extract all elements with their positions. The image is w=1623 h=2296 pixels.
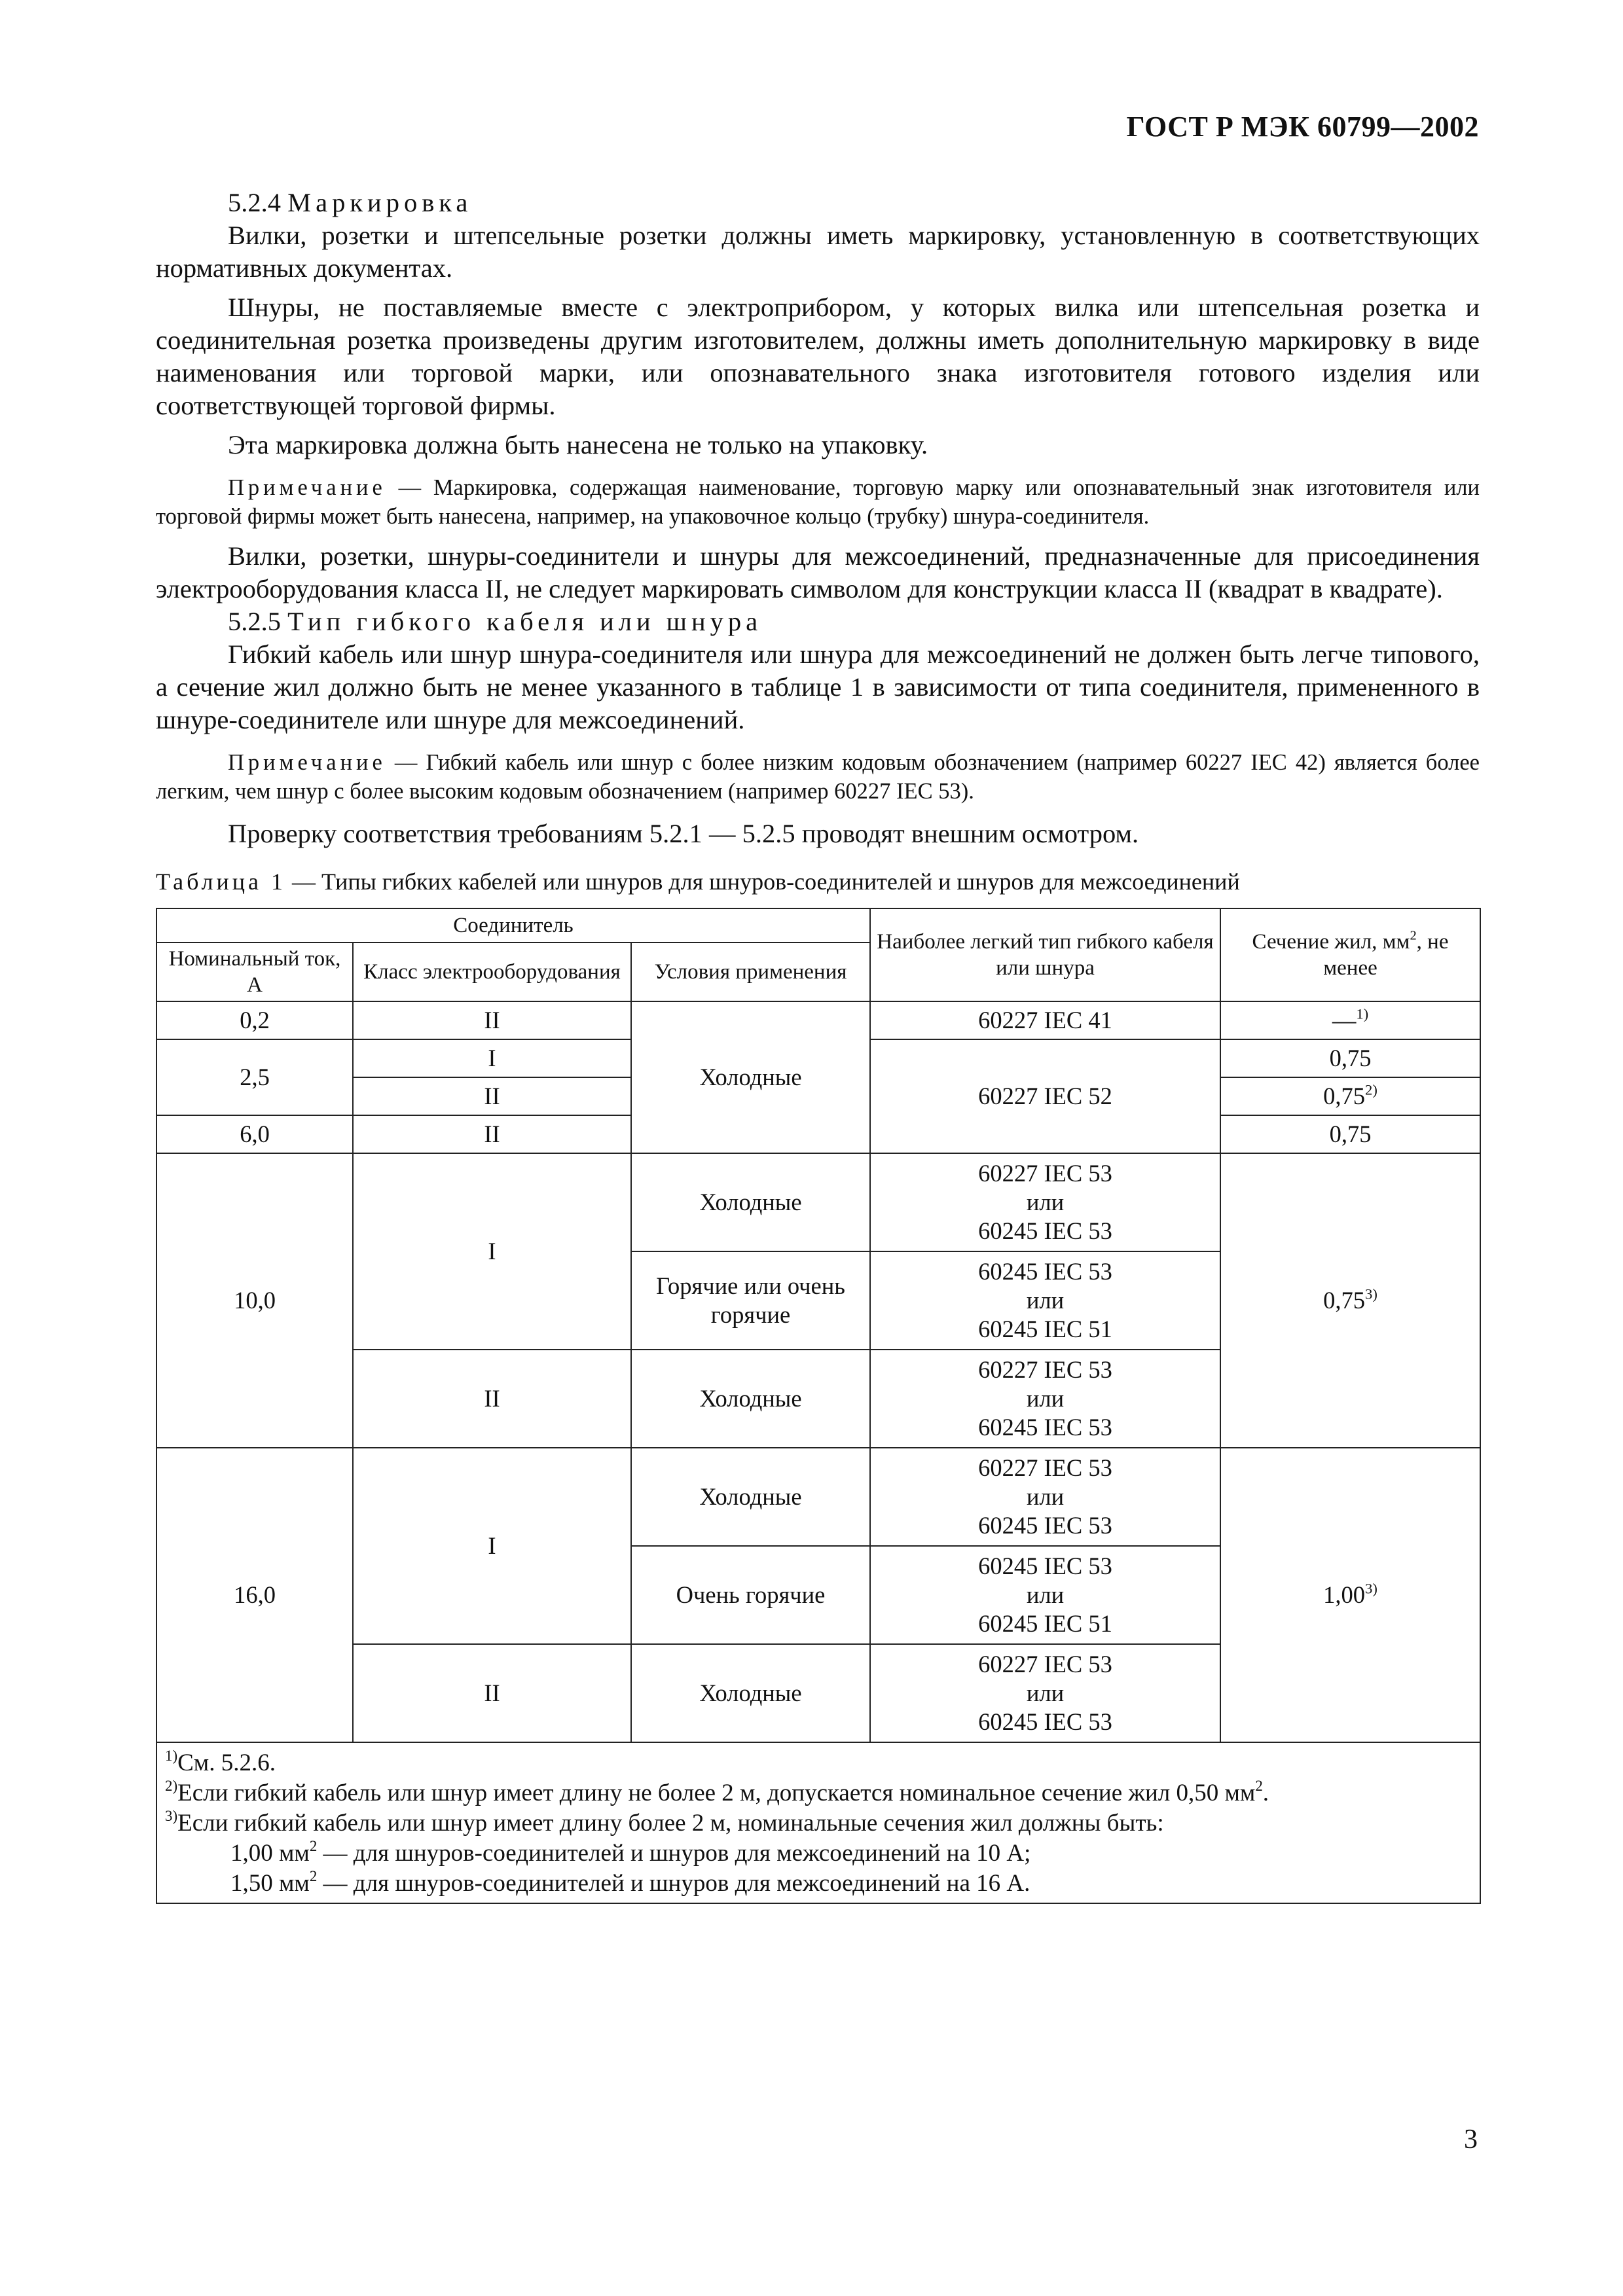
footnote-1: $^{1)}$См. 5.2.6. — [165, 1748, 276, 1776]
cell-section: 0,75$^{3)}$ — [1220, 1153, 1480, 1448]
section-number: 5.2.5 — [228, 607, 281, 636]
cell-section: 0,75 — [1220, 1039, 1480, 1077]
cell-cable: 60245 IEC 53 или 60245 IEC 51 — [870, 1546, 1220, 1644]
note-text: — Гибкий кабель или шнур с более низким кодовым обозначением (например 60227 IEC 42) является более легким, чем шнур с более высоким кодовым обозначением (например 60227 IEC 53). — [156, 750, 1480, 804]
header-section: Сечение жил, $мм^2$, не менее — [1220, 908, 1480, 1001]
note — [156, 748, 1480, 806]
paragraph: Гибкий кабель или шнур шнура-соединителя или шнура для межсоединений не должен быть легче типового, а сечение жил должно быть не менее указанного в таблице 1 в зависимости от типа соединителя, примененного в шнуре-соединителе или шнуре для межсоединений. — [156, 639, 1480, 734]
paragraph: Эта маркировка должна быть нанесена не только на упаковку. — [228, 430, 928, 459]
cell-section: 1,00$^{3)}$ — [1220, 1448, 1480, 1742]
footnote-3-item: 1,00 $мм^2$ — для шнуров-соединителей и шнуров для межсоединений на 10 А; — [230, 1838, 1031, 1867]
document-header: ГОСТ Р МЭК 60799—2002 — [1126, 111, 1479, 143]
cell-class: II — [353, 1001, 631, 1039]
cell-section: 0,75$^{2)}$ — [1220, 1077, 1480, 1115]
section-number: 5.2.4 — [228, 188, 281, 217]
cell-cable: 60227 IEC 41 — [870, 1001, 1220, 1039]
cell-current: 6,0 — [156, 1115, 353, 1153]
header-class: Класс электрооборудования — [353, 942, 631, 1001]
note-text: — Маркировка, содержащая наименование, торговую марку или опознавательный знак изготовителя или торговой фирмы может быть нанесена, например, на упаковочное кольцо (трубку) шнура-соединителя. — [156, 475, 1480, 529]
cell-conditions: Холодные — [631, 1350, 870, 1448]
cable-types-table — [156, 908, 1481, 1904]
cell-cable: 60227 IEC 53 или 60245 IEC 53 — [870, 1350, 1220, 1448]
cell-conditions: Холодные — [631, 1644, 870, 1742]
cell-current: 0,2 — [156, 1001, 353, 1039]
table-caption — [156, 867, 1480, 896]
paragraph: Шнуры, не поставляемые вместе с электроприбором, у которых вилка или штепсельная розетка и соединительная розетка произведены другим изготовителем, должны иметь дополнительную маркировку в виде наименования или торговой марки, или опознавательного знака изготовителя готового изделия или соответствующей торговой фирмы. — [156, 293, 1480, 420]
cell-class: I — [353, 1448, 631, 1644]
cell-cable: 60227 IEC 53 или 60245 IEC 53 — [870, 1448, 1220, 1546]
cell-class: II — [353, 1350, 631, 1448]
header-conditions: Условия применения — [631, 942, 870, 1001]
section-5-2-4-heading — [156, 187, 1480, 219]
footnote-3-item: 1,50 $мм^2$ — для шнуров-соединителей и шнуров для межсоединений на 16 А. — [230, 1868, 1030, 1897]
cell-current: 10,0 — [156, 1153, 353, 1448]
cell-current: 16,0 — [156, 1448, 353, 1742]
paragraph: Вилки, розетки и штепсельные розетки должны иметь маркировку, установленную в соответствующих нормативных документах. — [156, 221, 1480, 283]
table-row — [156, 1448, 1480, 1546]
cell-cable: 60227 IEC 53 или 60245 IEC 53 — [870, 1644, 1220, 1742]
header-cable-type: Наиболее легкий тип гибкого кабеля или шнура — [870, 908, 1220, 1001]
cell-conditions: Холодные — [631, 1448, 870, 1546]
section-title: Тип гибкого кабеля или шнура — [287, 607, 763, 636]
note — [156, 473, 1480, 531]
cell-cable: 60245 IEC 53 или 60245 IEC 51 — [870, 1251, 1220, 1350]
section-title: Маркировка — [287, 188, 473, 217]
cell-cable: 60227 IEC 53 или 60245 IEC 53 — [870, 1153, 1220, 1251]
cell-class: I — [353, 1039, 631, 1077]
section-5-2-5-heading — [156, 605, 1480, 638]
cell-section: —$^{1)}$ — [1220, 1001, 1480, 1039]
cell-class: II — [353, 1115, 631, 1153]
cell-conditions: Холодные — [631, 1001, 870, 1153]
cell-cable: 60227 IEC 52 — [870, 1039, 1220, 1153]
table-footnotes-row — [156, 1742, 1480, 1903]
paragraph: Проверку соответствия требованиям 5.2.1 — 5.2.5 проводят внешним осмотром. — [228, 819, 1139, 848]
footnote-2: $^{2)}$Если гибкий кабель или шнур имеет длину не более 2 м, допускается номинальное сечение жил 0,50 $мм^2$. — [165, 1778, 1269, 1806]
page-number: 3 — [1464, 2125, 1478, 2155]
cell-class: II — [353, 1644, 631, 1742]
cell-conditions: Холодные — [631, 1153, 870, 1251]
table-row — [156, 1001, 1480, 1039]
header-connector: Соединитель — [156, 908, 870, 942]
cell-class: II — [353, 1077, 631, 1115]
cell-class: I — [353, 1153, 631, 1350]
note-label: Примечание — [228, 750, 386, 775]
table-row — [156, 1153, 1480, 1251]
table-header-row — [156, 908, 1480, 942]
footnote-3: $^{3)}$Если гибкий кабель или шнур имеет длину более 2 м, номинальные сечения жил должны быть: — [165, 1808, 1164, 1837]
header-current: Номинальный ток, А — [156, 942, 353, 1001]
cell-conditions: Очень горячие — [631, 1546, 870, 1644]
note-label: Примечание — [228, 475, 386, 500]
table-caption-label: Таблица 1 — [156, 869, 286, 895]
cell-conditions: Горячие или очень горячие — [631, 1251, 870, 1350]
table-caption-text: — Типы гибких кабелей или шнуров для шнуров-соединителей и шнуров для межсоединений — [285, 869, 1240, 895]
paragraph: Вилки, розетки, шнуры-соединители и шнуры для межсоединений, предназначенные для присоединения электрооборудования класса II, не следует маркировать символом для конструкции класса II (квадрат в квадрате). — [156, 541, 1480, 603]
cell-section: 0,75 — [1220, 1115, 1480, 1153]
cell-current: 2,5 — [156, 1039, 353, 1115]
page-content — [156, 187, 1480, 1904]
table-footnotes — [156, 1742, 1480, 1903]
